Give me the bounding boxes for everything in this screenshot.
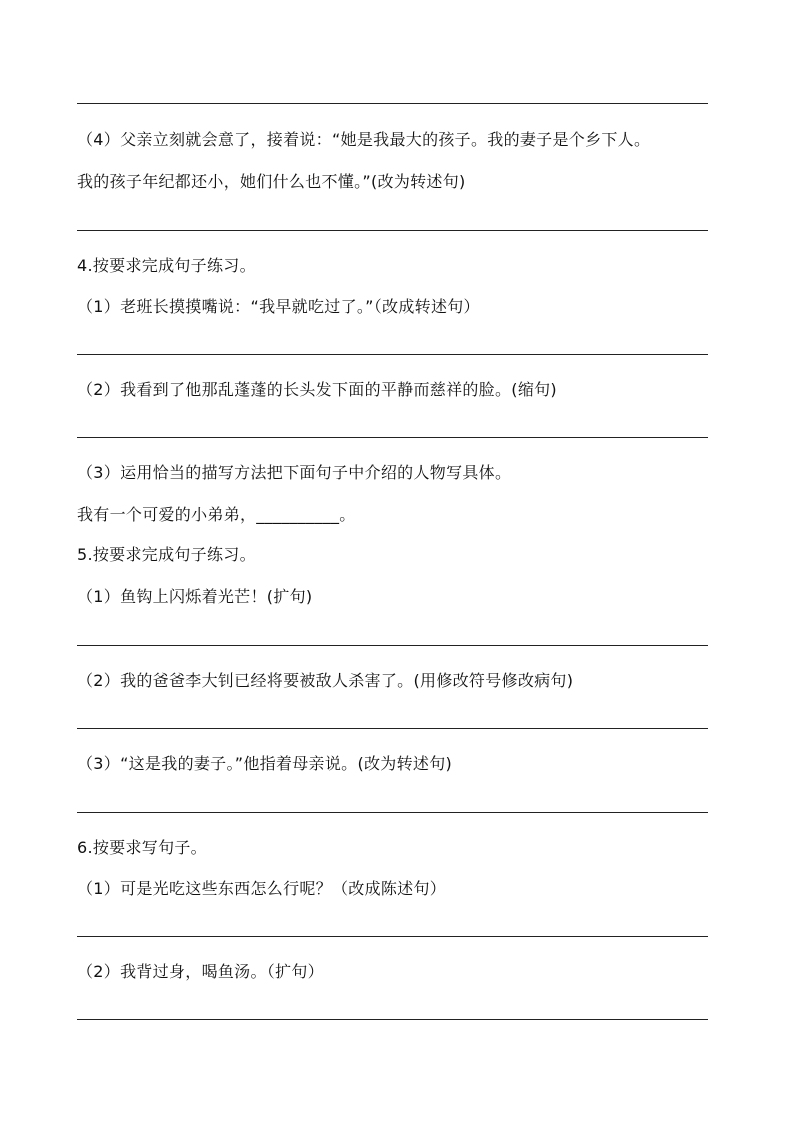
- q6-item-2: （2）我背过身，喝鱼汤。（扩句）: [77, 962, 324, 981]
- q4-item-1: （1）老班长摸摸嘴说：“我早就吃过了。”（改成转述句）: [77, 297, 480, 316]
- q5-item-2: （2）我的爸爸李大钊已经将要被敌人杀害了。(用修改符号修改病句): [77, 671, 574, 690]
- q5-item-1: （1）鱼钩上闪烁着光芒！(扩句): [77, 587, 313, 606]
- q5-item-3: （3）“这是我的妻子。”他指着母亲说。(改为转述句): [77, 754, 453, 773]
- answer-line[interactable]: [77, 1019, 708, 1020]
- q4-item-3: （3）运用恰当的描写方法把下面句子中介绍的人物写具体。: [77, 463, 512, 482]
- q6-heading: 6.按要求写句子。: [77, 838, 207, 857]
- q5-heading: 5.按要求完成句子练习。: [77, 545, 256, 564]
- q4-item-3-fill-blank[interactable]: 我有一个可爱的小弟弟，__________。: [77, 505, 356, 524]
- q6-item-1: （1）可是光吃这些东西怎么行呢？（改成陈述句）: [77, 879, 447, 898]
- q3-item-4-line-1: （4）父亲立刻就会意了，接着说：“她是我最大的孩子。我的妻子是个乡下人。: [77, 130, 651, 149]
- answer-line[interactable]: [77, 936, 708, 937]
- q3-item-4-line-2: 我的孩子年纪都还小，她们什么也不懂。”(改为转述句): [77, 172, 466, 191]
- q4-heading: 4.按要求完成句子练习。: [77, 256, 256, 275]
- q4-item-2: （2）我看到了他那乱蓬蓬的长头发下面的平静而慈祥的脸。(缩句): [77, 380, 557, 399]
